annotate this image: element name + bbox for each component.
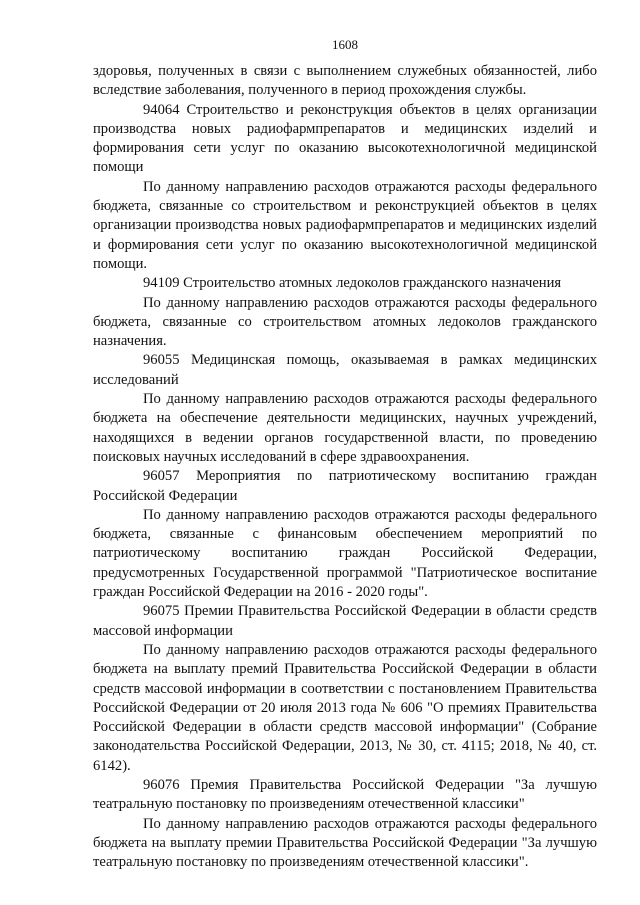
paragraph: По данному направлению расходов отражаются расходы федерального бюджета, связанные со строительством и реконструкцией объектов в целях организации производства новых радиофармпрепаратов и медицинских изделий и формирования сети услуг по оказанию высокотехнологичной медицинской помощи.	[93, 178, 597, 272]
paragraph-continuation: здоровья, полученных в связи с выполнением служебных обязанностей, либо вследствие заболевания, полученного в период прохождения службы.	[93, 63, 597, 99]
paragraph: По данному направлению расходов отражаются расходы федерального бюджета на обеспечение деятельности медицинских, научных учреждений, находящихся в ведении органов государственной власти, по проведению поисковых научных исследований в сфере здравоохранения.	[93, 391, 597, 465]
section-heading-94064: 94064 Строительство и реконструкция объектов в целях организации производства новых радиофармпрепаратов и медицинских изделий и формирования сети услуг по оказанию высокотехнологичной медицинской помощи	[93, 101, 597, 176]
section-heading-96075: 96075 Премии Правительства Российской Федерации в области средств массовой информации	[93, 603, 597, 639]
section-heading-96057: 96057 Мероприятия по патриотическому воспитанию граждан Российской Федерации	[93, 468, 597, 504]
section-heading-96055: 96055 Медицинская помощь, оказываемая в рамках медицинских исследований	[93, 352, 597, 388]
paragraph: По данному направлению расходов отражаются расходы федерального бюджета, связанные с финансовым обеспечением мероприятий по патриотическому воспитанию граждан Российской Федерации, предусмотренных Государственной программой "Патриотическое воспитание граждан Российской Федерации на 2016 - 2020 годы".	[93, 506, 597, 601]
section-heading-96076: 96076 Премия Правительства Российской Федерации "За лучшую театральную постановку по произведениям отечественной классики"	[93, 776, 597, 813]
document-body	[93, 62, 597, 872]
paragraph: По данному направлению расходов отражаются расходы федерального бюджета на выплату премий Правительства Российской Федерации в области средств массовой информации в соответствии с постановлением Правительства Российской Федерации от 20 июля 2013 года № 606 "О премиях Правительства Российской Федерации в области средств массовой информации" (Собрание законодательства Российской Федерации, 2013, № 30, ст. 4115; 2018, № 40, ст. 6142).	[93, 641, 597, 774]
document-page	[93, 0, 597, 905]
paragraph: По данному направлению расходов отражаются расходы федерального бюджета, связанные со строительством атомных ледоколов гражданского назначения.	[93, 294, 597, 350]
paragraph: По данному направлению расходов отражаются расходы федерального бюджета на выплату премии Правительства Российской Федерации "За лучшую театральную постановку по произведениям отечественной классики".	[93, 815, 597, 871]
section-heading-94109: 94109 Строительство атомных ледоколов гражданского назначения	[143, 275, 562, 292]
page-number: 1608	[332, 37, 358, 52]
